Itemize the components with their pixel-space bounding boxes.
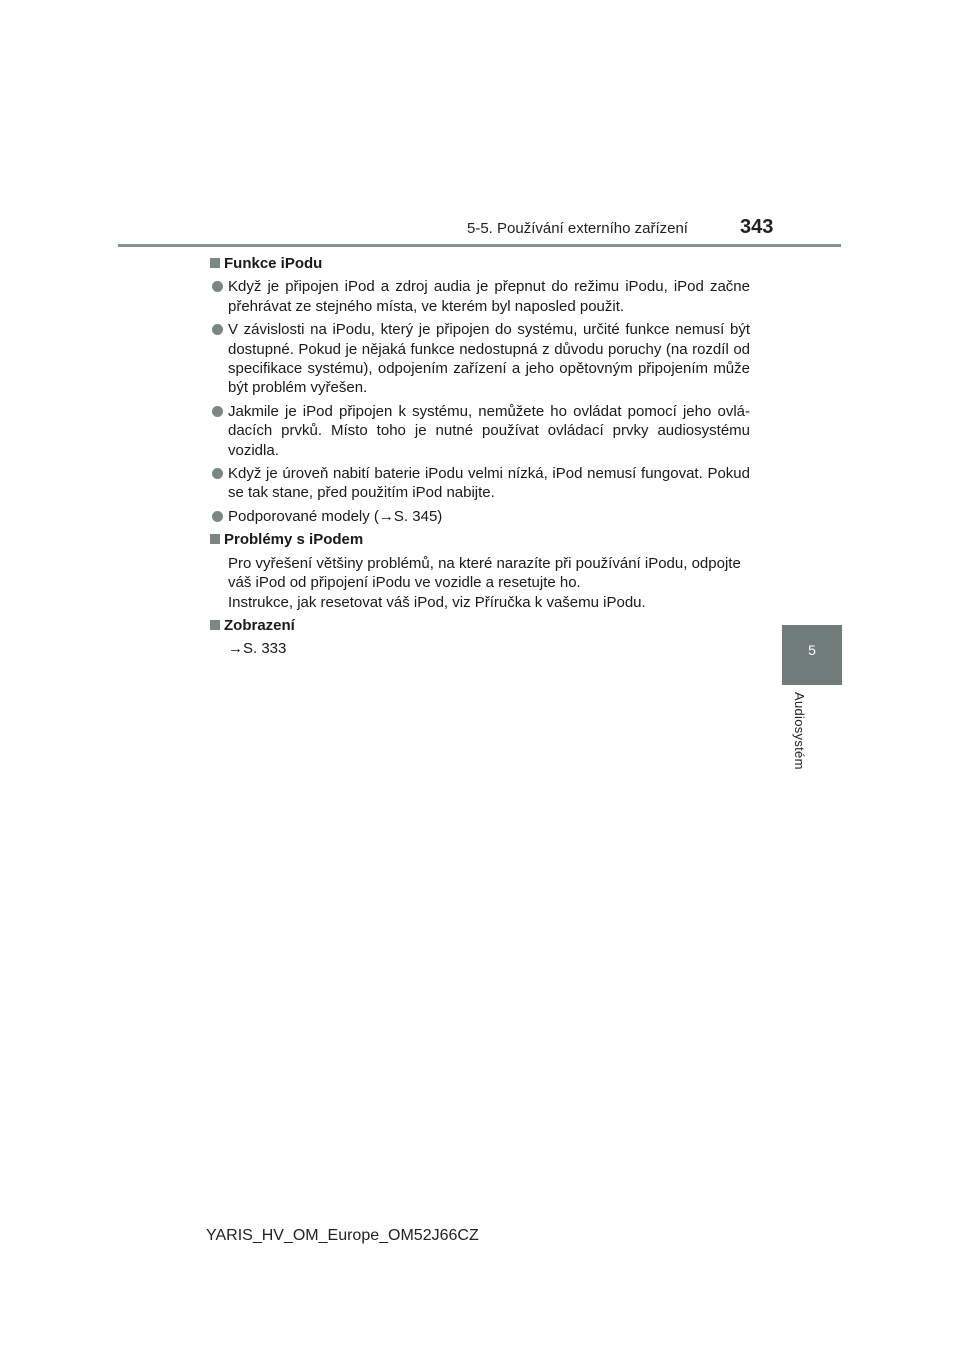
section-heading (210, 616, 750, 635)
page-content (210, 254, 750, 663)
list-item (210, 464, 750, 503)
header-divider (118, 244, 841, 247)
chapter-tab (782, 625, 842, 685)
circle-bullet-icon (212, 281, 223, 292)
list-item (210, 507, 750, 526)
chapter-label: Audiosystém (792, 692, 807, 770)
header-section-title: 5-5. Používání externího zařízení (467, 220, 688, 237)
section-heading (210, 530, 750, 549)
list-item-text: V závislosti na iPodu, který je připojen do systému, určité funkce nemusí být dostupné. Pokud je nějaká funkce nedostupná z důvodu poruchy (na rozdíl od specifikace systému), odpojením zařízení a jeho opětovným připojením může být problém vyřešen. (228, 321, 750, 397)
circle-bullet-icon (212, 511, 223, 522)
page-reference: →S. 333 (228, 640, 287, 658)
list-item-text: Podporované modely (→S. 345) (228, 507, 443, 525)
manual-code: YARIS_HV_OM_Europe_OM52J66CZ (206, 1227, 479, 1244)
paragraph: Instrukce, jak resetovat váš iPod, viz Příručka k vašemu iPodu. (228, 593, 646, 611)
list-item-text: Jakmile je iPod připojen k systému, nemůžete ho ovládat pomocí jeho ovlá-dacích prvků. Místo toho je nutné používat ovládací prvky audiosystému vozidla. (228, 402, 750, 459)
square-bullet-icon (210, 258, 220, 268)
list-item (210, 320, 750, 398)
section-heading-text: Problémy s iPodem (224, 531, 364, 549)
section-heading (210, 254, 750, 273)
circle-bullet-icon (212, 324, 223, 335)
list-item-text: Když je úroveň nabití baterie iPodu velmi nízká, iPod nemusí fungovat. Pokud se tak stane, před použitím iPod nabijte. (228, 465, 750, 502)
page-number: 343 (740, 216, 774, 238)
section-heading-text: Funkce iPodu (224, 255, 323, 272)
list-item-text: Když je připojen iPod a zdroj audia je přepnut do režimu iPodu, iPod začne přehrávat ze stejného místa, ve kterém byl naposled použit. (228, 278, 750, 315)
list-item (210, 277, 750, 316)
circle-bullet-icon (212, 468, 223, 479)
section-funkce-ipodu (210, 254, 750, 526)
chapter-number: 5 (808, 642, 816, 658)
square-bullet-icon (210, 620, 220, 630)
section-zobrazeni (210, 616, 750, 659)
section-problemy-s-ipodem (210, 530, 750, 612)
circle-bullet-icon (212, 406, 223, 417)
paragraph: Pro vyřešení většiny problémů, na které narazíte při používání iPodu, odpojte váš iPod od připojení iPodu ve vozidle a resetujte ho. (228, 554, 741, 592)
square-bullet-icon (210, 534, 220, 544)
list-item (210, 402, 750, 460)
section-heading-text: Zobrazení (224, 616, 295, 634)
